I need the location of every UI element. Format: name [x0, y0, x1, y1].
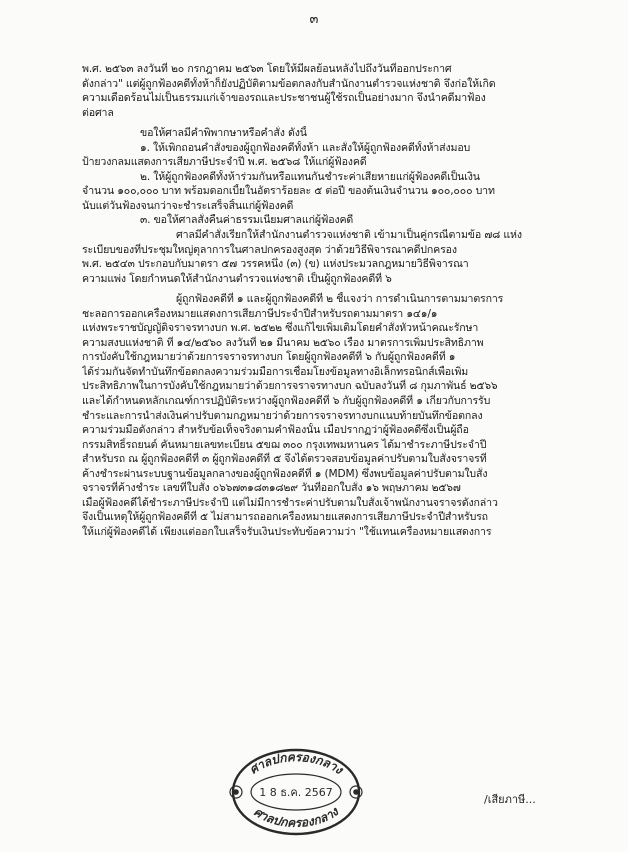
text-line: ได้ร่วมกันจัดทำบันทึกข้อตกลงความร่วมมือการเชื่อมโยงข้อมูลทางอิเล็กทรอนิกส์เพื่อเพิ่ม — [82, 365, 469, 378]
text-line: กรรมสิทธิ์รถยนต์ คันหมายเลขทะเบียน ๕ขฌ ๓๐๐ กรุงเทพมหานคร ได้มาชำระภาษีประจำปี — [82, 438, 487, 451]
text-line: ป้ายวงกลมแสดงการเสียภาษีประจำปี พ.ศ. ๒๕๖๘ ให้แก่ผู้ฟ้องคดี — [82, 156, 367, 169]
text-line: จึงเป็นเหตุให้ผู้ถูกฟ้องคดีที่ ๕ ไม่สามารถออกเครื่องหมายแสดงการเสียภาษีประจำปีสำหรับรถ — [82, 511, 488, 524]
text-line: ศาลมีคำสั่งเรียกให้สำนักงานตำรวจแห่งชาติ เข้ามาเป็นคู่กรณีตามข้อ ๗๘ แห่ง — [176, 229, 522, 242]
text-line: ๓. ขอให้ศาลสั่งคืนค่าธรรมเนียมศาลแก่ผู้ฟ้องคดี — [140, 214, 354, 227]
text-line: ดังกล่าว" แต่ผู้ถูกฟ้องคดีทั้งห้าก็ยังปฏิบัติตามข้อตกลงกับสำนักงานตำรวจแห่งชาติ จึงก่อให้เกิด — [82, 77, 496, 90]
stamp-top-text: ศาลปกครองกลาง — [246, 750, 346, 777]
paragraph-requests-heading — [82, 126, 594, 141]
text-line: ชำระและการนำส่งเงินค่าปรับตามกฎหมายว่าด้วยการจราจรทางบกแนบท้ายบันทึกข้อตกลง — [82, 409, 483, 422]
text-line: ๒. ให้ผู้ถูกฟ้องคดีทั้งห้าร่วมกันหรือแทนกันชำระค่าเสียหายแก่ผู้ฟ้องคดีเป็นเงิน — [140, 170, 480, 183]
text-line: จราจรที่ค้างชำระ เลขที่ใบสั่ง ๐๖๖๗๓๑๘๓๑๘๒๙ วันที่ออกใบสั่ง ๑๖ พฤษภาคม ๒๕๖๗ — [82, 482, 461, 495]
text-line: พ.ศ. ๒๕๔๓ ประกอบกับมาตรา ๕๗ วรรคหนึ่ง (๓) (ข) แห่งประมวลกฎหมายวิธีพิจารณา — [82, 258, 469, 271]
text-line: ความแพ่ง โดยกำหนดให้สำนักงานตำรวจแห่งชาติ เป็นผู้ถูกฟ้องคดีที่ ๖ — [82, 272, 392, 285]
text-line: ต่อศาล — [82, 106, 114, 119]
text-line: จำนวน ๑๐๐,๐๐๐ บาท พร้อมดอกเบี้ยในอัตราร้อยละ ๕ ต่อปี ของต้นเงินจำนวน ๑๐๐,๐๐๐ บาท — [82, 185, 495, 198]
stamp-right-ornament-icon — [350, 786, 362, 798]
text-line: ขอให้ศาลมีคำพิพากษาหรือคำสั่ง ดังนี้ — [140, 127, 307, 140]
page-number: ๓ — [309, 12, 319, 27]
text-line: พ.ศ. ๒๕๖๓ ลงวันที่ ๒๐ กรกฎาคม ๒๕๖๓ โดยให้มีผลย้อนหลังไปถึงวันที่ออกประกาศ — [82, 63, 452, 75]
text-line: สำหรับรถ ณ ผู้ถูกฟ้องคดีที่ ๓ ผู้ถูกฟ้องคดีที่ ๕ จึงได้ตรวจสอบข้อมูลค่าปรับตามใบสั่งจราจรที่ — [82, 453, 487, 466]
text-line: นับแต่วันฟ้องจนกว่าจะชำระเสร็จสิ้นแก่ผู้ฟ้องคดี — [82, 199, 294, 212]
paragraph-complaint-end — [82, 62, 594, 120]
text-line: ความสงบแห่งชาติ ที่ ๑๔/๒๕๖๐ ลงวันที่ ๒๑ มีนาคม ๒๕๖๐ เรื่อง มาตรการเพิ่มประสิทธิภาพ — [82, 336, 484, 349]
text-line: ๑. ให้เพิกถอนคำสั่งของผู้ถูกฟ้องคดีทั้งห้า และสั่งให้ผู้ถูกฟ้องคดีทั้งห้าส่งมอบ — [140, 141, 471, 154]
paragraph-request-3 — [82, 213, 594, 228]
court-stamp — [218, 746, 374, 838]
text-line: ให้แก่ผู้ฟ้องคดีได้ เพียงแต่ออกใบเสร็จรับเงินประทับข้อความว่า "ใช้แทนเครื่องหมายแสดงการ — [82, 525, 492, 538]
text-line: ค้างชำระผ่านระบบฐานข้อมูลกลางของผู้ถูกฟ้องคดีที่ ๑ (MDM) ซึ่งพบข้อมูลค่าปรับตามใบสั่ง — [82, 467, 488, 480]
text-line: เมื่อผู้ฟ้องคดีได้ชำระภาษีประจำปี แต่ไม่มีการชำระค่าปรับตามใบสั่งเจ้าพนักงานจราจรดังกล่าว — [82, 496, 498, 509]
text-line: ความเดือดร้อนไม่เป็นธรรมแก่เจ้าของรถและประชาชนผู้ใช้รถเป็นอย่างมาก จึงนำคดีมาฟ้อง — [82, 92, 486, 105]
text-line: และได้กำหนดหลักเกณฑ์การปฏิบัติระหว่างผู้ถูกฟ้องคดีที่ ๖ กับผู้ถูกฟ้องคดีที่ ๑ เกี่ยวกับการรับ — [82, 395, 491, 408]
paragraph-defendant-statement — [82, 292, 594, 539]
text-line: การบังคับใช้กฎหมายว่าด้วยการจราจรทางบก โดยผู้ถูกฟ้องคดีที่ ๖ กับผู้ถูกฟ้องคดีที่ ๑ — [82, 351, 456, 364]
text-line: ความร่วมมือดังกล่าว สำหรับข้อเท็จจริงตามคำฟ้องนั้น เมื่อปรากฏว่าผู้ฟ้องคดีซึ่งเป็นผู้ถือ — [82, 424, 469, 437]
text-line: ชะลอการออกเครื่องหมายแสดงการเสียภาษีประจำปีสำหรับรถตามมาตรา ๑๔๑/๑ — [82, 307, 438, 320]
paragraph-court-order — [82, 228, 594, 286]
continuation-marker: /เสียภาษี... — [484, 793, 536, 806]
text-line: ประสิทธิภาพในการบังคับใช้กฎหมายว่าด้วยการจราจรทางบก ฉบับลงวันที่ ๘ กุมภาพันธ์ ๒๕๖๖ — [82, 380, 498, 393]
paragraph-request-1 — [82, 141, 594, 170]
stamp-date-text: 1 8 ธ.ค. 2567 — [259, 786, 333, 799]
document-body — [82, 62, 594, 540]
text-line: ผู้ถูกฟ้องคดีที่ ๑ และผู้ถูกฟ้องคดีที่ ๒ ชี้แจงว่า การดำเนินการตามมาตรการ — [176, 293, 504, 306]
paragraph-request-2 — [82, 170, 594, 214]
text-line: ระเบียบของที่ประชุมใหญ่ตุลาการในศาลปกครองสูงสุด ว่าด้วยวิธีพิจารณาคดีปกครอง — [82, 243, 457, 256]
stamp-graphic — [218, 746, 374, 838]
text-line: แห่งพระราชบัญญัติจราจรทางบก พ.ศ. ๒๕๒๒ ซึ่งแก้ไขเพิ่มเติมโดยคำสั่งหัวหน้าคณะรักษา — [82, 322, 479, 335]
stamp-bottom-text: ศาลปกครองกลาง — [251, 804, 341, 830]
